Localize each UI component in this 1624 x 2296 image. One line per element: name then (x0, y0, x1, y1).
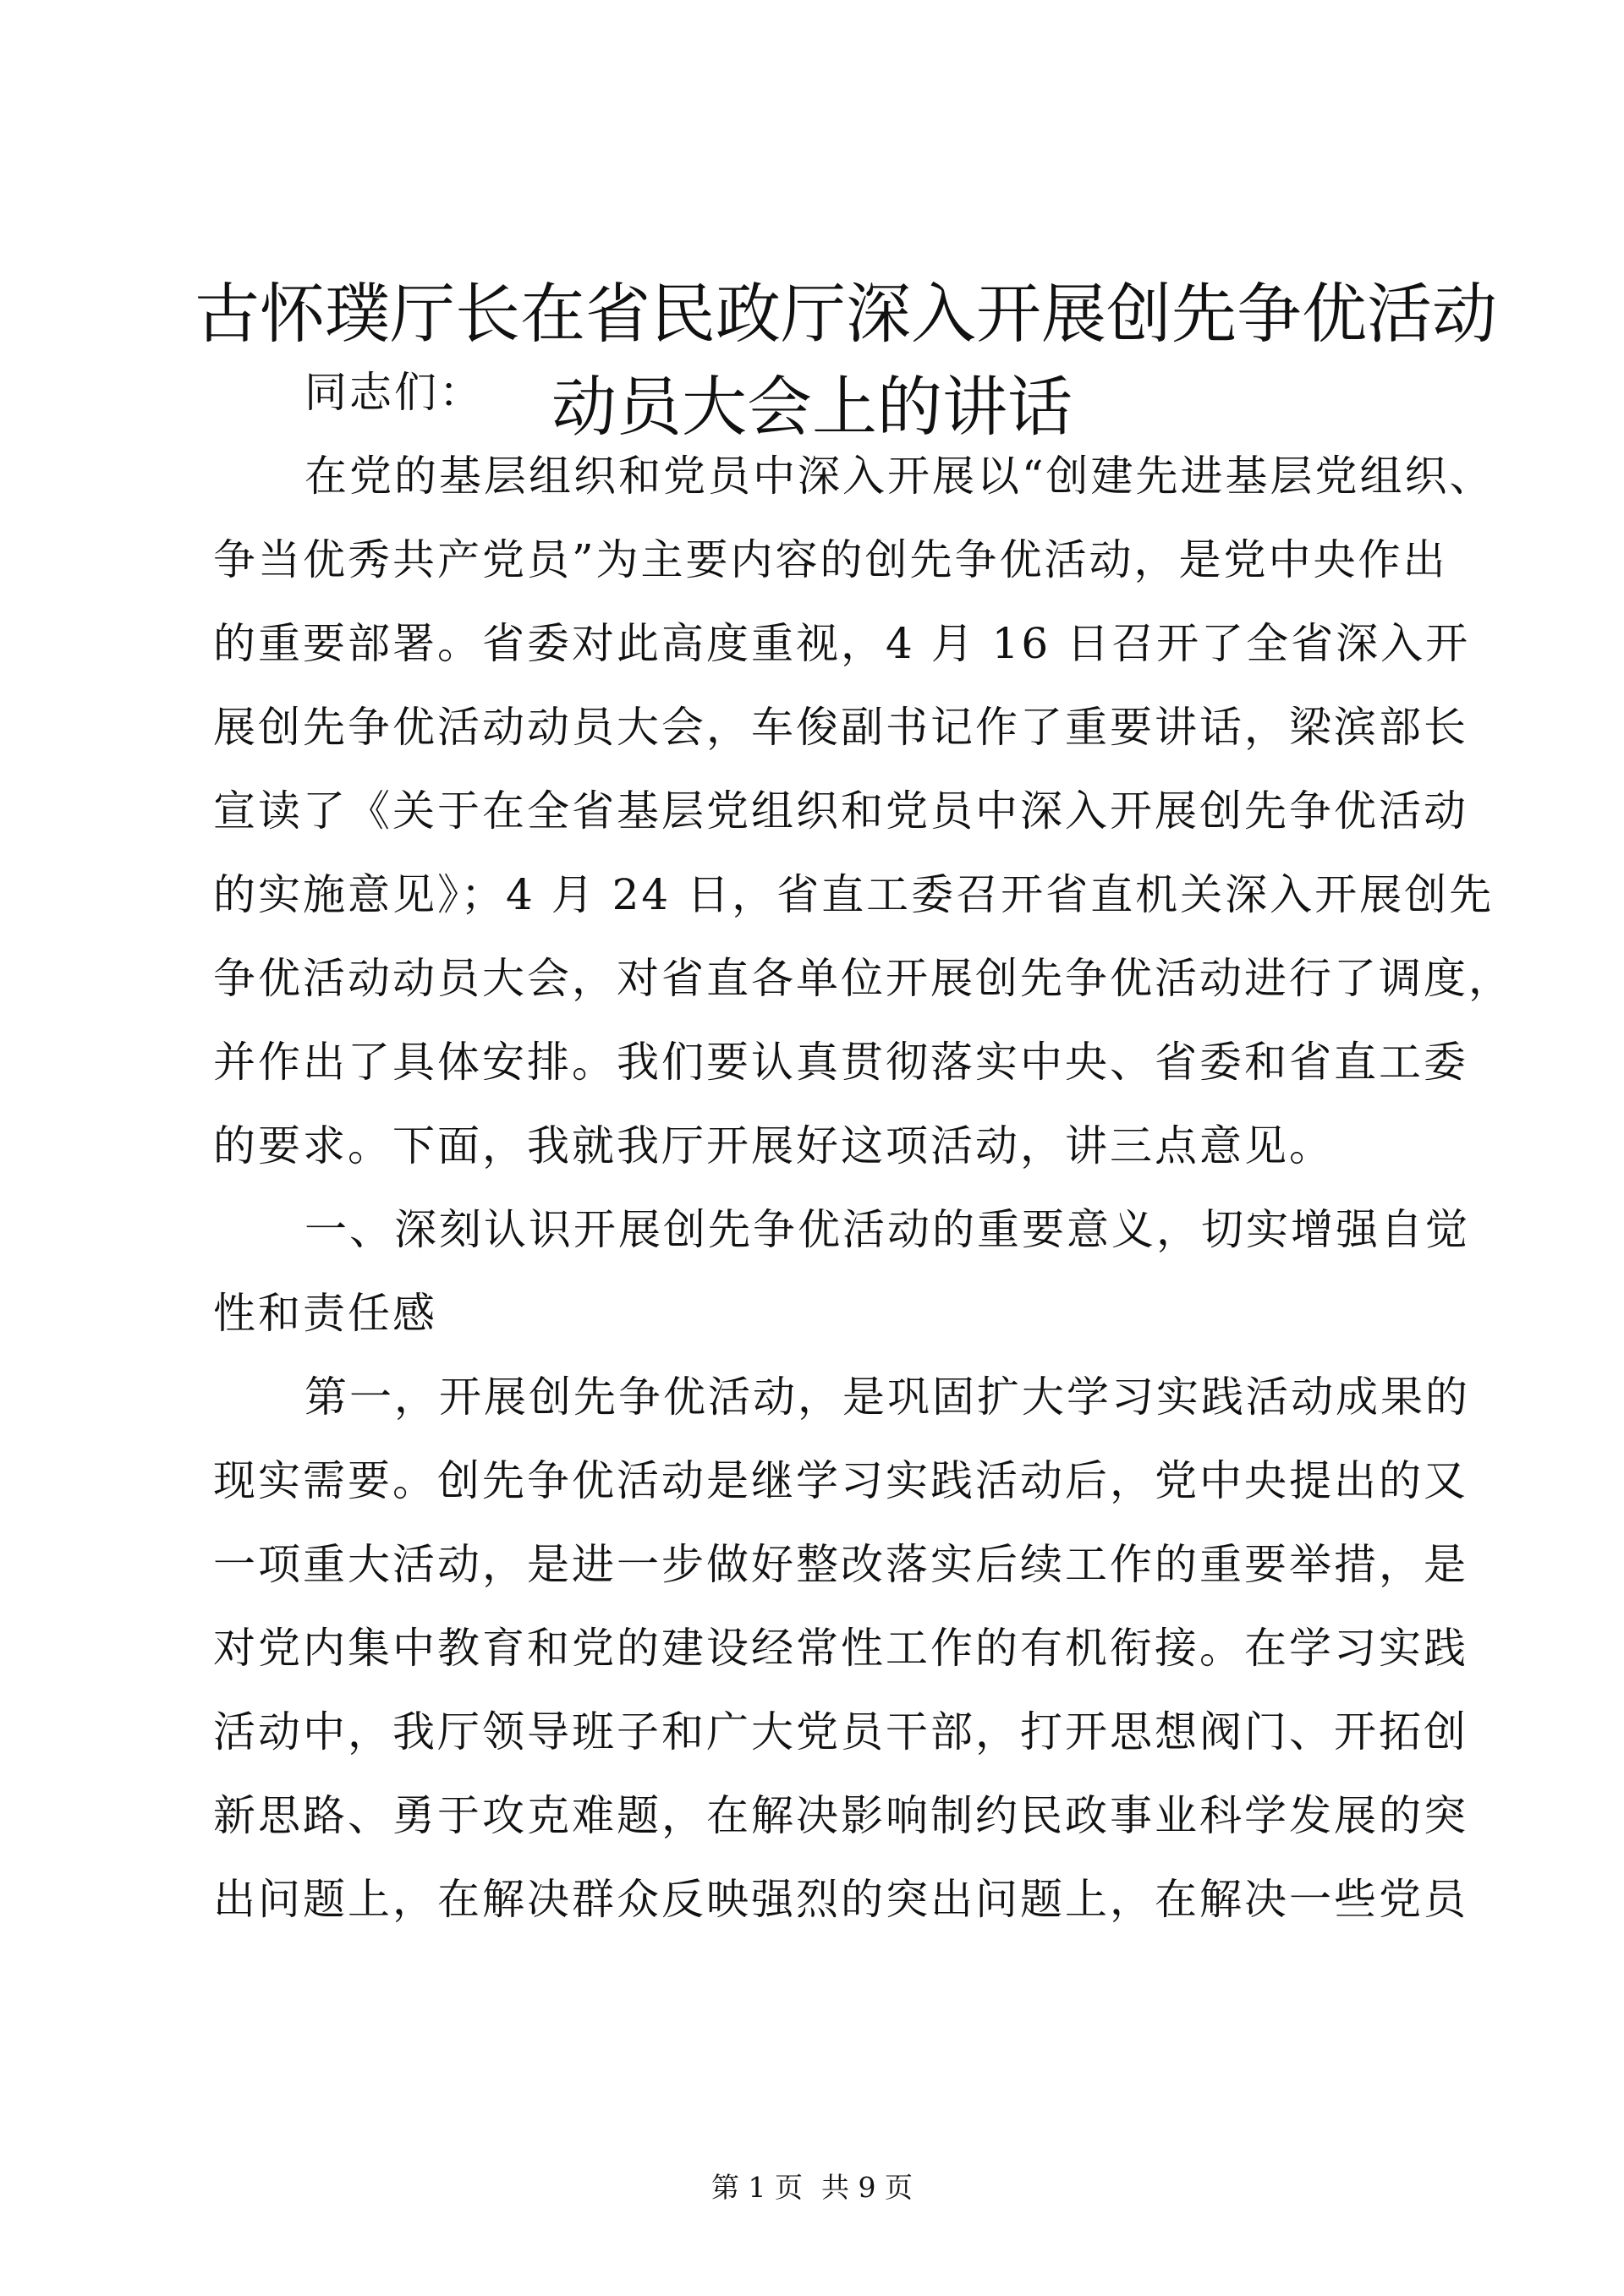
body-line: 出问题上，在解决群众反映强烈的突出问题上，在解决一些党员 (213, 1875, 1468, 1924)
body-line: 一、深刻认识开展创先争优活动的重要意义，切实增强自觉 (304, 1205, 1470, 1254)
body-line: 对党内集中教育和党的建设经常性工作的有机衔接。在学习实践 (213, 1624, 1468, 1673)
body-line: 性和责任感 (213, 1289, 437, 1338)
page-number: 第 1 页 (711, 2171, 803, 2204)
body-line: 同志们： (304, 368, 484, 417)
body-line: 展创先争优活动动员大会，车俊副书记作了重要讲话，梁滨部长 (213, 703, 1468, 752)
document-body (213, 351, 1513, 1942)
body-line: 在党的基层组织和党员中深入开展以“创建先进基层党组织、 (304, 452, 1495, 501)
body-line: 的要求。下面，我就我厅开展好这项活动，讲三点意见。 (213, 1121, 1334, 1170)
body-line: 的重要部署。省委对此高度重视，4 月 16 日召开了全省深入开 (213, 619, 1471, 668)
title-line-1: 古怀璞厅长在省民政厅深入开展创先争优活动 (195, 277, 1497, 353)
page-total: 共 9 页 (821, 2171, 913, 2204)
body-line: 宣读了《关于在全省基层党组织和党员中深入开展创先争优活动 (213, 786, 1468, 836)
title-line-2: 动员大会上的讲话 (551, 370, 1073, 446)
body-line: 第一，开展创先争优活动，是巩固扩大学习实践活动成果的 (304, 1373, 1470, 1422)
body-line: 活动中，我厅领导班子和广大党员干部，打开思想阀门、开拓创 (213, 1707, 1468, 1756)
body-line: 现实需要。创先争优活动是继学习实践活动后，党中央提出的又 (213, 1456, 1468, 1505)
page-footer (0, 2169, 1624, 2206)
body-line: 争优活动动员大会，对省直各单位开展创先争优活动进行了调度， (213, 954, 1513, 1003)
body-line: 新思路、勇于攻克难题，在解决影响制约民政事业科学发展的突 (213, 1791, 1468, 1840)
body-line: 一项重大活动，是进一步做好整改落实后续工作的重要举措，是 (213, 1540, 1468, 1589)
body-line: 争当优秀共产党员”为主要内容的创先争优活动，是党中央作出 (213, 535, 1448, 584)
body-line: 的实施意见》；4 月 24 日，省直工委召开省直机关深入开展创先 (213, 870, 1495, 919)
body-line: 并作出了具体安排。我们要认真贯彻落实中央、省委和省直工委 (213, 1038, 1468, 1087)
